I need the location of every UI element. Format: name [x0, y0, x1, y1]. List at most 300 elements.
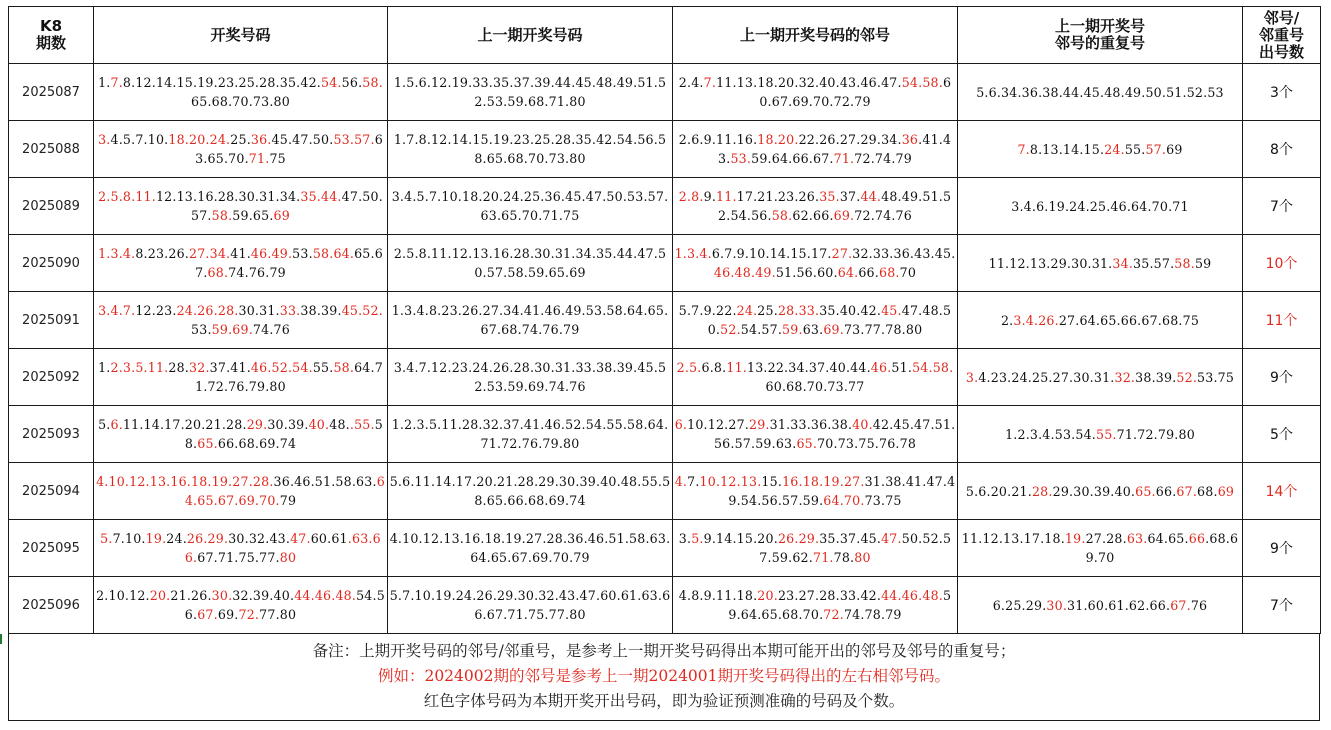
number-segment: 7. — [703, 75, 717, 90]
number-segment: 60.67.69.70.72.79 — [759, 75, 952, 109]
number-segment: 6.25.29. — [992, 597, 1047, 613]
number-segment: 59.65. — [232, 208, 274, 223]
number-segment: 67. — [1170, 597, 1191, 613]
number-segment: 12.13.16.28.30.31.34. — [155, 189, 301, 204]
number-segment: 3. — [678, 531, 692, 546]
number-segment: 24. — [736, 303, 758, 318]
number-segment: 65. — [1135, 483, 1156, 499]
number-segment: 3.4.6.19.24.25.46.64.70.71 — [1011, 198, 1189, 214]
period-cell: 2025096 — [9, 577, 94, 634]
number-segment: 70 — [899, 265, 917, 280]
number-segment: 55. — [312, 360, 334, 375]
hit-count-cell: 3个 — [1243, 64, 1321, 121]
prev-draw-numbers-cell — [388, 406, 673, 463]
number-segment: 69. — [217, 607, 239, 622]
number-segment: 55. — [1124, 141, 1146, 157]
number-segment: 35.40.42. — [819, 303, 882, 318]
note-line-3: 红色字体号码为本期开奖开出号码，即为验证预测准确的号码及个数。 — [423, 692, 905, 710]
repeat-numbers-cell — [958, 520, 1243, 577]
number-segment: 5. — [98, 417, 111, 432]
prev-draw-numbers-cell — [388, 520, 673, 577]
number-segment: 22.26.27.29.34. — [798, 132, 902, 147]
number-segment: 48. — [329, 417, 350, 432]
neighbor-numbers-cell — [673, 64, 958, 121]
number-segment: 65. — [197, 436, 218, 451]
number-segment: 71. — [812, 550, 834, 565]
number-segment: 28. — [1031, 483, 1053, 499]
number-segment: 58. — [211, 208, 233, 223]
notes-box — [8, 633, 1320, 721]
number-segment: 3.4.7.12.23.24.26.28.30.31.33.38.39.45.52.53.59.69.74.76 — [393, 360, 667, 394]
period-cell: 2025091 — [9, 292, 94, 349]
number-segment: 6.7.9.10.14.15.17. — [711, 246, 832, 261]
number-segment: 73.75 — [864, 493, 902, 508]
header-count — [1243, 7, 1321, 64]
number-segment: 74.76.79 — [228, 265, 286, 280]
repeat-numbers-cell — [958, 349, 1243, 406]
number-segment: 5.6.20.21. — [965, 483, 1032, 499]
hit-count-cell: 14个 — [1243, 463, 1321, 520]
hit-count-cell: 9个 — [1243, 520, 1321, 577]
number-segment: 68. — [878, 265, 900, 280]
period-cell: 2025090 — [9, 235, 94, 292]
prev-draw-numbers-cell — [388, 577, 673, 634]
number-segment: 36. — [250, 132, 272, 147]
table-row — [9, 520, 1321, 577]
neighbor-numbers-cell — [673, 406, 958, 463]
number-segment: 66.68.69.74 — [217, 436, 297, 451]
number-segment: 27.28. — [1085, 531, 1127, 546]
number-segment: 11. — [716, 189, 737, 204]
number-segment: 65.67. — [195, 246, 383, 280]
number-segment: 4.23.24.25.27.30.31. — [978, 369, 1115, 385]
period-cell: 2025093 — [9, 406, 94, 463]
number-segment: 4.10.12.13.16.18.19.27.28.36.46.51.58.63.64.65.67.69.70.79 — [389, 531, 671, 565]
number-segment: 2. — [1000, 312, 1014, 328]
period-cell: 2025088 — [9, 121, 94, 178]
prev-draw-numbers-cell — [388, 64, 673, 121]
number-segment: 3.4.26. — [1013, 312, 1059, 328]
table-row — [9, 349, 1321, 406]
draw-numbers-cell — [94, 406, 388, 463]
hit-count-cell: 5个 — [1243, 406, 1321, 463]
number-segment: .68.69.70 — [1085, 531, 1239, 565]
number-segment: 72. — [238, 607, 260, 622]
neighbor-numbers-cell — [673, 463, 958, 520]
prev-draw-numbers-cell — [388, 349, 673, 406]
number-segment: 51.56.60. — [775, 265, 838, 280]
repeat-numbers-cell — [958, 64, 1243, 121]
number-segment: 44.46.48. — [881, 588, 943, 603]
number-segment: 74.76 — [252, 322, 290, 337]
number-segment: 20. — [149, 588, 171, 603]
number-segment: 2.3.5.11. — [110, 360, 169, 375]
number-segment: 78. — [833, 550, 855, 565]
number-segment: 69 — [1217, 483, 1235, 499]
number-segment: 32.39.40. — [232, 588, 295, 603]
number-segment: 63.65.70. — [195, 132, 383, 166]
repeat-numbers-cell — [958, 406, 1243, 463]
number-segment: 47. — [881, 531, 902, 546]
header-period — [9, 7, 94, 64]
number-segment: 60.68.70.73.77 — [765, 379, 865, 394]
number-segment: 27.34. — [189, 246, 231, 261]
number-segment: 11.12.13.29.30.31. — [988, 255, 1113, 271]
number-segment: .63.66. — [184, 531, 381, 565]
number-segment: 29. — [749, 417, 770, 432]
number-segment: 21.26. — [170, 588, 212, 603]
number-segment: 11. — [726, 360, 747, 375]
header-draw: 开奖号码 — [94, 7, 388, 64]
number-segment: 5.7.10.19.24.26.29.30.32.43.47.60.61.63.66.67.71.75.77.80 — [389, 588, 671, 622]
number-segment: 5. — [691, 531, 704, 546]
number-segment: 72.74.76 — [854, 208, 912, 223]
repeat-numbers-cell — [958, 235, 1243, 292]
number-segment: 71.72.79.80 — [1116, 426, 1195, 442]
number-segment: 30.39. — [267, 417, 309, 432]
number-segment: 1.3.4. — [674, 246, 712, 261]
header-count-line3: 出号数 — [1258, 42, 1304, 61]
prev-draw-numbers-cell — [388, 121, 673, 178]
number-segment: 7. — [687, 474, 700, 489]
repeat-numbers-cell — [958, 121, 1243, 178]
number-segment: 11.12.13.17.18. — [961, 531, 1065, 546]
number-segment: 59 — [1194, 255, 1212, 271]
number-segment: 17.21.23.26. — [736, 189, 820, 204]
number-segment: 28. — [168, 360, 190, 375]
number-segment: 2.5.8.11.12.13.16.28.30.31.34.35.44.47.50.57.58.59.65.69 — [393, 246, 667, 280]
number-segment: 30. — [211, 588, 233, 603]
draw-numbers-cell — [94, 292, 388, 349]
number-segment: 11.13.18.20.32.40.43.46.47. — [716, 75, 902, 90]
table-row — [9, 463, 1321, 520]
neighbor-numbers-cell — [673, 520, 958, 577]
draw-numbers-cell — [94, 463, 388, 520]
prev-draw-numbers-cell — [388, 463, 673, 520]
table-row — [9, 121, 1321, 178]
number-segment: 52. — [720, 322, 741, 337]
number-segment: 29. — [246, 417, 268, 432]
number-segment: 64.70. — [823, 493, 865, 508]
number-segment: 4.10.12.13.16.18.19.27.28. — [96, 474, 274, 489]
number-segment: 53.57. — [333, 132, 375, 147]
number-segment: 59.69. — [211, 322, 253, 337]
number-segment: .55. — [349, 417, 375, 432]
number-segment: 35. — [819, 189, 840, 204]
number-segment: 24. — [1104, 141, 1125, 157]
period-cell: 2025095 — [9, 520, 94, 577]
number-segment: 35.44. — [300, 189, 342, 204]
neighbor-numbers-cell — [673, 121, 958, 178]
number-segment: 19. — [145, 531, 167, 546]
number-segment: 9. — [703, 189, 717, 204]
draw-numbers-cell — [94, 520, 388, 577]
header-count-line2: 邻重号 — [1258, 25, 1304, 44]
number-segment: 74.78.79 — [843, 607, 902, 622]
repeat-numbers-cell — [958, 178, 1243, 235]
number-segment: 54. — [321, 75, 342, 90]
prev-draw-numbers-cell — [388, 235, 673, 292]
number-segment: 1.2.3.5.11.28.32.37.41.46.52.54.55.58.64.71.72.76.79.80 — [391, 417, 669, 451]
number-segment: 4.8.9.11.18. — [678, 588, 758, 603]
number-segment: 5. — [100, 531, 113, 546]
number-segment: 80 — [279, 550, 297, 565]
header-prev-neighbors: 上一期开奖号码的邻号 — [673, 7, 958, 64]
number-segment: 60.61 — [310, 531, 348, 546]
number-segment: 26.29. — [777, 531, 820, 546]
cell-corner-marker — [0, 634, 2, 644]
table-row — [9, 577, 1321, 634]
neighbor-numbers-cell — [673, 349, 958, 406]
number-segment: 57. — [1145, 141, 1167, 157]
note-line-2: 例如：2024002期的邻号是参考上一期2024001期开奖号码得出的左右相邻号码。 — [377, 667, 951, 685]
number-segment: 1.2.3.4.53.54. — [1005, 426, 1096, 442]
number-segment: 62.66. — [792, 208, 834, 223]
number-segment: 35.57. — [1133, 255, 1175, 271]
number-segment: 42.45.47.51.56.57.59.63. — [713, 417, 956, 451]
number-segment: 68. — [207, 265, 229, 280]
number-segment: 64.71.72.76.79.80 — [195, 360, 383, 394]
number-segment: 16.18.19.27. — [782, 474, 865, 489]
number-segment: 66. — [858, 265, 879, 280]
number-segment: 6. — [674, 417, 688, 432]
header-prev-repeat-line2: 邻号的重复号 — [1054, 34, 1145, 52]
number-segment: 27. — [831, 246, 853, 261]
header-prev-repeat-line1: 上一期开奖号 — [1054, 17, 1145, 35]
number-segment: 1. — [98, 360, 111, 375]
number-segment: 72. — [823, 607, 844, 622]
number-segment: 27.64.65.66.67.68.75 — [1058, 312, 1200, 328]
number-segment: 30. — [1046, 597, 1068, 613]
number-segment: 7. — [1017, 141, 1030, 157]
neighbor-numbers-cell — [673, 577, 958, 634]
number-segment: 58. — [771, 208, 793, 223]
number-segment: 5.6.11.14.17.20.21.28.29.30.39.40.48.55.58.65.66.68.69.74 — [389, 474, 671, 508]
number-segment: 44.46.48. — [294, 588, 357, 603]
table-row — [9, 64, 1321, 121]
number-segment: 79 — [279, 493, 297, 508]
number-segment: 73.77.78.80 — [843, 322, 923, 337]
table-row — [9, 292, 1321, 349]
number-segment: 54.58. — [912, 360, 954, 375]
number-segment: 35.37.45. — [819, 531, 882, 546]
number-segment: 5.7.9.22. — [678, 303, 737, 318]
number-segment: 12.23. — [135, 303, 177, 318]
number-segment: 59.64.66.67. — [751, 151, 834, 166]
number-segment: 65.68.70.73.80 — [191, 94, 290, 109]
draw-numbers-cell — [94, 349, 388, 406]
hit-count-cell: 8个 — [1243, 121, 1321, 178]
number-segment: 80 — [854, 550, 871, 565]
number-segment: 3. — [965, 369, 979, 385]
number-segment: 54.57. — [740, 322, 783, 337]
number-segment: 46.49. — [250, 246, 293, 261]
number-segment: 32.33.36.43.45. — [852, 246, 956, 261]
number-segment: 24. — [166, 531, 187, 546]
number-segment: 25. — [230, 132, 251, 147]
header-period-line2: 期数 — [35, 34, 66, 52]
prev-draw-numbers-cell — [388, 292, 673, 349]
number-segment: 33. — [279, 303, 301, 318]
number-segment: 45. — [881, 303, 902, 318]
number-segment: 2.5. — [676, 360, 702, 375]
number-segment: 59.64.65.68.70. — [728, 588, 952, 622]
number-segment: 36 — [901, 132, 919, 147]
number-segment: 31.33.36.38. — [769, 417, 853, 432]
number-segment: 75 — [269, 151, 286, 166]
number-segment: 47.50.57. — [191, 189, 383, 223]
number-segment: 6. — [110, 417, 123, 432]
number-segment: 34. — [1112, 255, 1134, 271]
neighbor-numbers-cell — [673, 178, 958, 235]
number-segment: 53. — [730, 151, 752, 166]
number-segment: 58.64. — [312, 246, 355, 261]
header-count-line1: 邻号/ — [1263, 8, 1300, 27]
number-segment: 52. — [1176, 369, 1198, 385]
number-segment: 36.46.51.58.63. — [273, 474, 377, 489]
number-segment: .41.43. — [718, 132, 952, 166]
number-segment: 45.52. — [341, 303, 383, 318]
number-segment: 58. — [184, 417, 383, 451]
number-segment: 71. — [248, 151, 270, 166]
number-segment: 11.14.17.20.21.28. — [122, 417, 247, 432]
number-segment: 19. — [1064, 531, 1086, 546]
number-segment: 67.71.75.77. — [197, 550, 280, 565]
number-segment: 54.56. — [184, 588, 385, 622]
table-row — [9, 406, 1321, 463]
number-segment: 4. — [674, 474, 688, 489]
number-segment: 71. — [833, 151, 855, 166]
number-segment: 2.4. — [678, 75, 704, 90]
number-segment: 1.5.6.12.19.33.35.37.39.44.45.48.49.51.52.53.59.68.71.80 — [393, 75, 667, 109]
number-segment: 1.3.4.8.23.26.27.34.41.46.49.53.58.64.65.67.68.74.76.79 — [391, 303, 669, 337]
draw-numbers-cell — [94, 64, 388, 121]
number-segment: 50.52.57.59.62. — [759, 531, 952, 565]
hit-count-cell: 10个 — [1243, 235, 1321, 292]
number-segment: 6.8. — [701, 360, 727, 375]
number-segment: 76 — [1190, 597, 1208, 613]
number-segment: 58. — [333, 360, 355, 375]
number-segment: 37.41. — [209, 360, 251, 375]
number-segment: 8.23.26. — [135, 246, 189, 261]
number-segment: 2.5.8.11. — [98, 189, 156, 204]
note-line-1: 备注：上期开奖号码的邻号/邻重号，是参考上一期开奖号码得出本期可能开出的邻号及邻号的重复号； — [312, 642, 1016, 660]
number-segment: 63. — [802, 322, 824, 337]
number-segment: 30.32.43. — [228, 531, 291, 546]
number-segment: 3.4.7. — [98, 303, 136, 318]
header-row — [9, 7, 1321, 64]
number-segment: 69 — [1166, 141, 1183, 157]
number-segment: 30.31. — [238, 303, 280, 318]
number-segment: 29.30.39.40. — [1052, 483, 1136, 499]
number-segment: 46.52.54. — [250, 360, 313, 375]
hit-count-cell: 7个 — [1243, 577, 1321, 634]
number-segment: 45.47.50. — [271, 132, 334, 147]
repeat-numbers-cell — [958, 463, 1243, 520]
draw-analysis-table — [8, 6, 1321, 634]
number-segment: 32. — [1114, 369, 1136, 385]
number-segment: 53.75 — [1197, 369, 1235, 385]
number-segment: 67. — [197, 607, 218, 622]
number-segment: 38.39. — [1135, 369, 1177, 385]
number-segment: 69 — [273, 208, 290, 223]
number-segment: 59. — [782, 322, 803, 337]
number-segment: 54.58. — [901, 75, 943, 90]
number-segment: 32. — [189, 360, 210, 375]
number-segment: 64.65.67.69.70. — [184, 474, 385, 508]
repeat-numbers-cell — [958, 577, 1243, 634]
number-segment: 13.22.34.37.40.44. — [747, 360, 871, 375]
number-segment: 51. — [891, 360, 913, 375]
neighbor-numbers-cell — [673, 235, 958, 292]
number-segment: 70.73.75.76.78 — [817, 436, 917, 451]
number-segment: 66. — [1155, 483, 1177, 499]
number-segment: 68. — [1197, 483, 1218, 499]
number-segment: 31.60.61.62.66. — [1067, 597, 1171, 613]
number-segment: 18.20. — [757, 132, 799, 147]
number-segment: 1. — [98, 75, 111, 90]
number-segment: 38.39. — [300, 303, 342, 318]
number-segment: 58. — [1174, 255, 1195, 271]
header-prev-draw: 上一期开奖号码 — [388, 7, 673, 64]
number-segment: 40. — [852, 417, 873, 432]
period-cell: 2025087 — [9, 64, 94, 121]
number-segment: 66 — [1188, 531, 1206, 546]
number-segment: 20. — [757, 588, 778, 603]
number-segment: 44. — [860, 189, 882, 204]
hit-count-cell: 7个 — [1243, 178, 1321, 235]
number-segment: 55. — [1095, 426, 1117, 442]
hit-count-cell: 9个 — [1243, 349, 1321, 406]
number-segment: 7.10. — [112, 531, 146, 546]
number-segment: 2.8. — [678, 189, 704, 204]
number-segment: 15. — [761, 474, 783, 489]
number-segment: 48.49.51.52.54.56. — [718, 189, 952, 223]
draw-numbers-cell — [94, 577, 388, 634]
hit-count-cell: 11个 — [1243, 292, 1321, 349]
number-segment: 46.48.49. — [713, 265, 776, 280]
draw-numbers-cell — [94, 235, 388, 292]
number-segment: 25. — [757, 303, 778, 318]
number-segment: 72.74.79 — [854, 151, 912, 166]
number-segment: 2.6.9.11.16. — [678, 132, 758, 147]
number-segment: 4.5.7.10. — [110, 132, 169, 147]
number-segment: 28.33. — [777, 303, 820, 318]
number-segment: 53. — [292, 246, 313, 261]
table-row — [9, 178, 1321, 235]
number-segment: 31.38.41.47.49.54.56.57.59. — [728, 474, 956, 508]
number-segment: 47. — [290, 531, 311, 546]
number-segment: 23.27.28.33.42. — [777, 588, 882, 603]
number-segment: 56. — [341, 75, 363, 90]
header-period-line1: K8 — [39, 17, 63, 35]
repeat-numbers-cell — [958, 292, 1243, 349]
period-cell: 2025089 — [9, 178, 94, 235]
number-segment: 41. — [230, 246, 251, 261]
neighbor-numbers-cell — [673, 292, 958, 349]
number-segment: 64. — [837, 265, 859, 280]
number-segment: 37. — [839, 189, 861, 204]
number-segment: 46. — [870, 360, 892, 375]
number-segment: 69. — [833, 208, 855, 223]
number-segment: 10.12.27. — [687, 417, 749, 432]
number-segment: 7. — [110, 75, 123, 90]
number-segment: 64.65. — [1147, 531, 1189, 546]
number-segment: 65. — [796, 436, 818, 451]
header-prev-repeat — [958, 7, 1243, 64]
number-segment: 47.48.50. — [707, 303, 952, 337]
number-segment: 3. — [98, 132, 111, 147]
